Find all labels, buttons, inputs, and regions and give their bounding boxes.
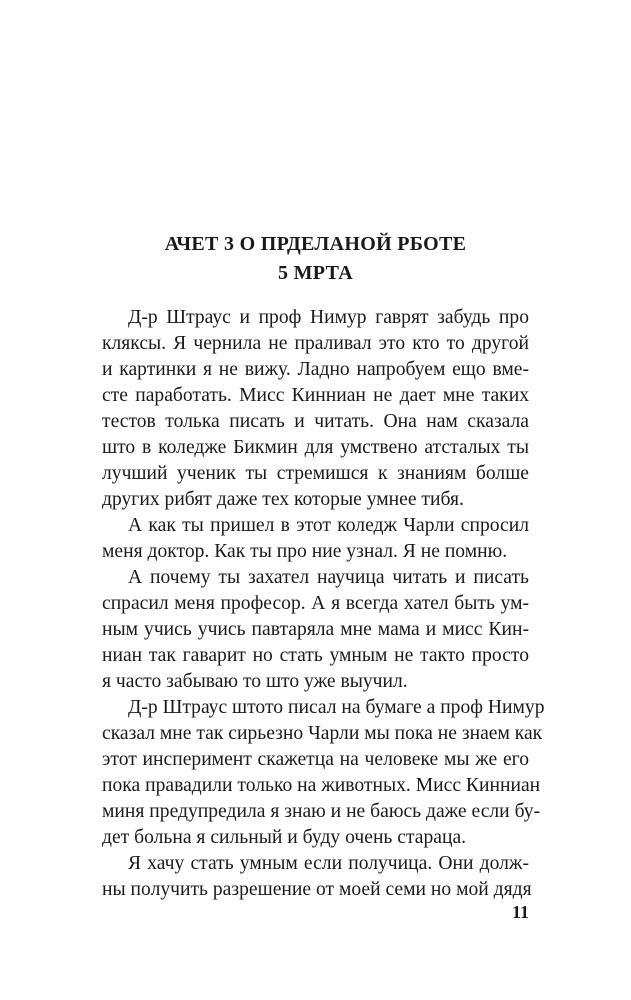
text-line: я часто забываю то што уже выучил.: [102, 671, 408, 692]
text-line: А как ты пришел в этот коледж Чарли спросил: [128, 515, 529, 536]
text-line: Я хачу стать умным если получица. Они долж-: [128, 853, 529, 874]
text-line: меня доктор. Как ты про ние узнал. Я не помню.: [102, 541, 508, 562]
text-line: лучший ученик ты стремишся к знаниям болше: [102, 463, 529, 484]
text-line: ниан так гаварит но стать умным не такто просто: [102, 645, 529, 666]
text-line: и картинки я не вижу. Ладно напробуем ещо вме-: [102, 359, 529, 380]
text-line: пока правадили только на животных. Мисс Кинниан: [102, 775, 541, 796]
chapter-heading: АЧЕТ 3 О ПРДЕЛАНОЙ РБОТЕ: [164, 233, 467, 255]
page-number: 11: [511, 902, 529, 922]
text-line: дет больна я сильный и буду очень стараца.: [102, 827, 467, 848]
text-line: А почему ты захател научица читать и писать: [128, 567, 529, 588]
text-line: Д-р Штраус и проф Нимур гаврят забудь про: [128, 307, 529, 328]
text-line: ны получить разрешение от моей семи но мой дядя: [102, 879, 532, 900]
text-line: ным учись учись павтаряла мне мама и мисс Кин-: [102, 619, 529, 640]
text-line: кляксы. Я чернила не праливал это кто то другой: [102, 333, 529, 354]
text-line: сте паработать. Мисс Кинниан не дает мне таких: [102, 385, 529, 406]
text-line: спрасил меня професор. А я всегда хател быть ум-: [102, 593, 529, 614]
chapter-date: 5 МРТА: [278, 262, 353, 284]
text-line: других рибят даже тех которые умнее тибя.: [102, 489, 464, 510]
text-line: Д-р Штраус штото писал на бумаге а проф Нимур: [128, 697, 545, 718]
text-line: этот инсперимент скажетца на человеке мы же его: [102, 749, 529, 770]
text-line: сказал мне так сирьезно Чарли мы пока не знаем как: [102, 723, 543, 744]
text-line: тестов толька писать и читать. Она нам сказала: [102, 411, 529, 432]
text-line: што в коледже Бикмин для умствено атсталых ты: [102, 437, 529, 458]
text-line: миня предупредила я знаю и не баюсь даже если бу-: [102, 801, 541, 822]
